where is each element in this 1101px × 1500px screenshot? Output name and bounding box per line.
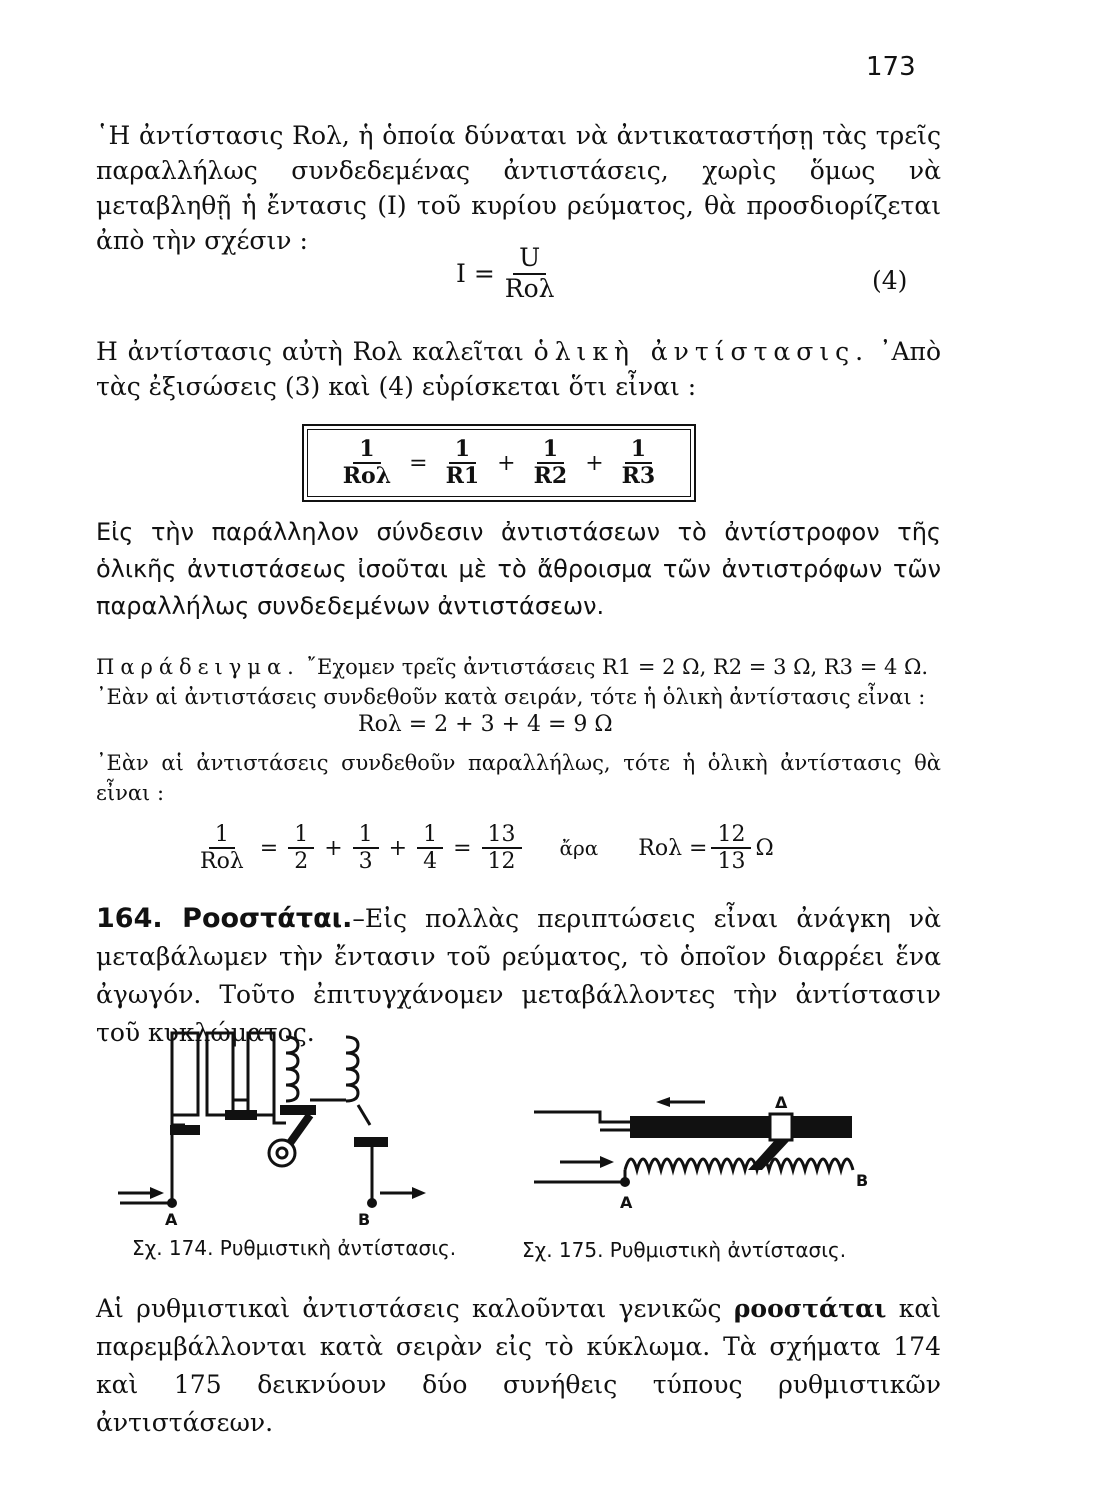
peq-frac-total [194, 822, 250, 875]
boxed-equation [302, 424, 696, 502]
peq-ohm: Ω [755, 835, 774, 861]
fig175-bar [630, 1116, 852, 1138]
peq-plus-1: + [324, 835, 343, 861]
fig175-wire-a [534, 1170, 625, 1182]
fig174-coil-1 [172, 1033, 198, 1115]
fig174-wire-5 [358, 1105, 370, 1125]
page-number: 173 [866, 52, 916, 82]
fig175-label-b: B [856, 1171, 869, 1190]
peq-num-4: 1 [417, 822, 443, 849]
boxed-den-r3: R3 [621, 463, 656, 489]
fig175-caption: Σχ. 175. Ρυθμιστικὴ ἀντίστασις. [522, 1238, 847, 1262]
boxed-equals: = [409, 450, 428, 476]
peq-num-3: 1 [353, 822, 379, 849]
peq-num-2: 1 [288, 822, 314, 849]
fig174-coil-2 [207, 1033, 233, 1115]
peq-num-result: 12 [711, 822, 751, 849]
boxed-den-r1: R1 [445, 463, 480, 489]
paragraph-intro [96, 118, 941, 258]
peq-den-sum: 12 [487, 849, 516, 875]
fig175-arrowhead-top [656, 1097, 670, 1107]
peq-frac-4 [417, 822, 443, 875]
fig175-coil [625, 1159, 853, 1170]
boxed-den-total: Rολ [342, 463, 392, 489]
definition-text-b: ᾿Απὸ τὰς ἐξισώσεις (3) καὶ (4) εὑρίσκεται ὅτι εἶναι : [96, 337, 942, 401]
fig174-pivot-center [277, 1148, 287, 1158]
paragraph-rule [96, 514, 941, 625]
peq-num-sum: 13 [482, 822, 522, 849]
peq-rol-lhs: Rολ = [638, 835, 708, 861]
fig174-coil-4a [286, 1037, 298, 1101]
final-term: ροοστάται [733, 1294, 887, 1323]
boxed-num-r2: 1 [537, 437, 564, 464]
fig174-terminal-a [167, 1198, 177, 1208]
equation-4 [456, 244, 565, 304]
example-block [96, 652, 941, 712]
fig174-label-a: A [165, 1210, 178, 1229]
eq4-lhs: I = [456, 259, 495, 289]
series-text: ᾿Εὰν αἱ ἀντιστάσεις συνδεθοῦν κατὰ σειράν, τότε ἡ ὁλικὴ ἀντίστασις εἶναι : [96, 685, 926, 709]
parallel-block [96, 748, 941, 808]
figure-174 [110, 1025, 430, 1230]
peq-equals-2: = [453, 835, 472, 861]
eq4-numerator: U [513, 244, 546, 275]
eq4-denominator: Rολ [504, 273, 555, 303]
fig174-caption: Σχ. 174. Ρυθμιστικὴ ἀντίστασις. [132, 1236, 457, 1260]
final-text-a: Αἱ ρυθμιστικαὶ ἀντιστάσεις καλοῦνται γενικῶς [96, 1294, 722, 1323]
parallel-text: ᾿Εὰν αἱ ἀντιστάσεις συνδεθοῦν παραλλήλως, τότε ἡ ὁλικὴ ἀντίστασις θὰ εἶναι : [96, 751, 941, 805]
fig174-arrowhead-out [412, 1187, 426, 1199]
fig175-wire-top [534, 1112, 630, 1122]
section-text: –Εἰς πολλὰς περιπτώσεις εἶναι ἀνάγκη νὰ μεταβάλωμεν τὴν ἔντασιν τοῦ ρεύματος, τὸ ὁποῖον διαρρέει ἕνα ἀγωγόν. Τοῦτο ἐπιτυγχάνομεν μεταβάλλοντες τὴν ἀντίστασιν τοῦ κυκλώματος. [96, 904, 941, 1047]
definition-text-a: Η ἀντίστασις αὐτὴ Rολ καλεῖται [96, 337, 524, 366]
paragraph-definition [96, 334, 941, 404]
eq4-fraction [499, 244, 561, 304]
peq-ara: ἄρα [559, 836, 599, 861]
example-label: Παράδειγμα. [96, 655, 300, 679]
fig174-terminal-b [367, 1198, 377, 1208]
boxed-plus-2: + [585, 450, 604, 476]
peq-equals-1: = [259, 835, 279, 861]
fig174-contact-4 [354, 1137, 388, 1147]
definition-term: ὁλικὴ ἀντίστασις. [533, 337, 870, 366]
boxed-frac-r3 [616, 437, 662, 490]
peq-frac-result [711, 822, 751, 875]
fig174-coil-3 [248, 1033, 274, 1115]
peq-den-3: 3 [358, 849, 373, 875]
peq-den-2: 2 [294, 849, 309, 875]
boxed-den-r2: R2 [533, 463, 568, 489]
fig174-contact-3 [280, 1105, 316, 1115]
peq-den-result: 13 [717, 849, 746, 875]
fig174-wire-3 [274, 1115, 286, 1123]
fig175-label-a: A [620, 1193, 633, 1212]
peq-den-4: 4 [423, 849, 438, 875]
peq-frac-3 [353, 822, 379, 875]
example-text: ῎Εχομεν τρεῖς ἀντιστάσεις R1 = 2 Ω, R2 = 3 Ω, R3 = 4 Ω. [306, 655, 929, 679]
fig174-contact-1 [170, 1125, 200, 1135]
peq-frac-sum [482, 822, 522, 875]
boxed-frac-r2 [528, 437, 574, 490]
paragraph-intro-text: ῾Η ἀντίστασις Rολ, ἡ ὁποία δύναται νὰ ἀντικαταστήσῃ τὰς τρεῖς παραλλήλως συνδεδεμένας ἀντιστάσεις, χωρὶς ὅμως νὰ μεταβληθῇ ἡ ἔντασις (I) τοῦ κυρίου ρεύματος, θὰ προσδιορίζεται ἀπὸ τὴν σχέσιν : [96, 121, 941, 255]
boxed-frac-r1 [440, 437, 486, 490]
peq-plus-2: + [388, 835, 408, 861]
peq-den-total: Rολ [200, 849, 244, 875]
equation-4-label: (4) [872, 266, 908, 295]
fig174-label-b: B [358, 1210, 371, 1229]
boxed-num-r1: 1 [449, 437, 476, 464]
figure-175 [530, 1090, 880, 1220]
fig175-slider-box [770, 1114, 792, 1140]
peq-frac-2 [288, 822, 314, 875]
boxed-frac-total [337, 437, 397, 490]
boxed-num-r3: 1 [625, 437, 652, 464]
fig174-contact-2 [225, 1110, 257, 1120]
paragraph-final [96, 1290, 941, 1442]
peq-num-total: 1 [209, 822, 235, 849]
fig175-arrowhead-bottom [600, 1156, 614, 1168]
fig174-arrowhead-in [150, 1187, 164, 1199]
boxed-num-total: 1 [353, 437, 380, 464]
fig174-arm [290, 1115, 310, 1143]
final-text-b: καὶ παρεμβάλλονται κατὰ σειρὰν εἰς τὸ κύκλωμα. Τὰ σχήματα 174 καὶ 175 δεικνύουν δύο συνήθεις τύπους ρυθμιστικῶν ἀντιστάσεων. [96, 1294, 941, 1437]
fig175-terminal-a [620, 1177, 630, 1187]
parallel-equation [190, 822, 774, 875]
boxed-plus-1: + [497, 450, 516, 476]
paragraph-rule-text: Εἰς τὴν παράλληλον σύνδεσιν ἀντιστάσεων τὸ ἀντίστροφον τῆς ὁλικῆς ἀντιστάσεως ἰσοῦται μὲ τὸ ἄθροισμα τῶν ἀντιστρόφων τῶν παραλλήλως συνδεδεμένων ἀντιστάσεων. [96, 518, 941, 620]
series-equation: Rολ = 2 + 3 + 4 = 9 Ω [358, 712, 613, 737]
fig175-label-d: Δ [775, 1093, 788, 1112]
fig174-coil-4b [346, 1037, 358, 1101]
section-heading: 164. Ροοστάται. [96, 903, 353, 934]
fig174-pivot [269, 1140, 295, 1166]
